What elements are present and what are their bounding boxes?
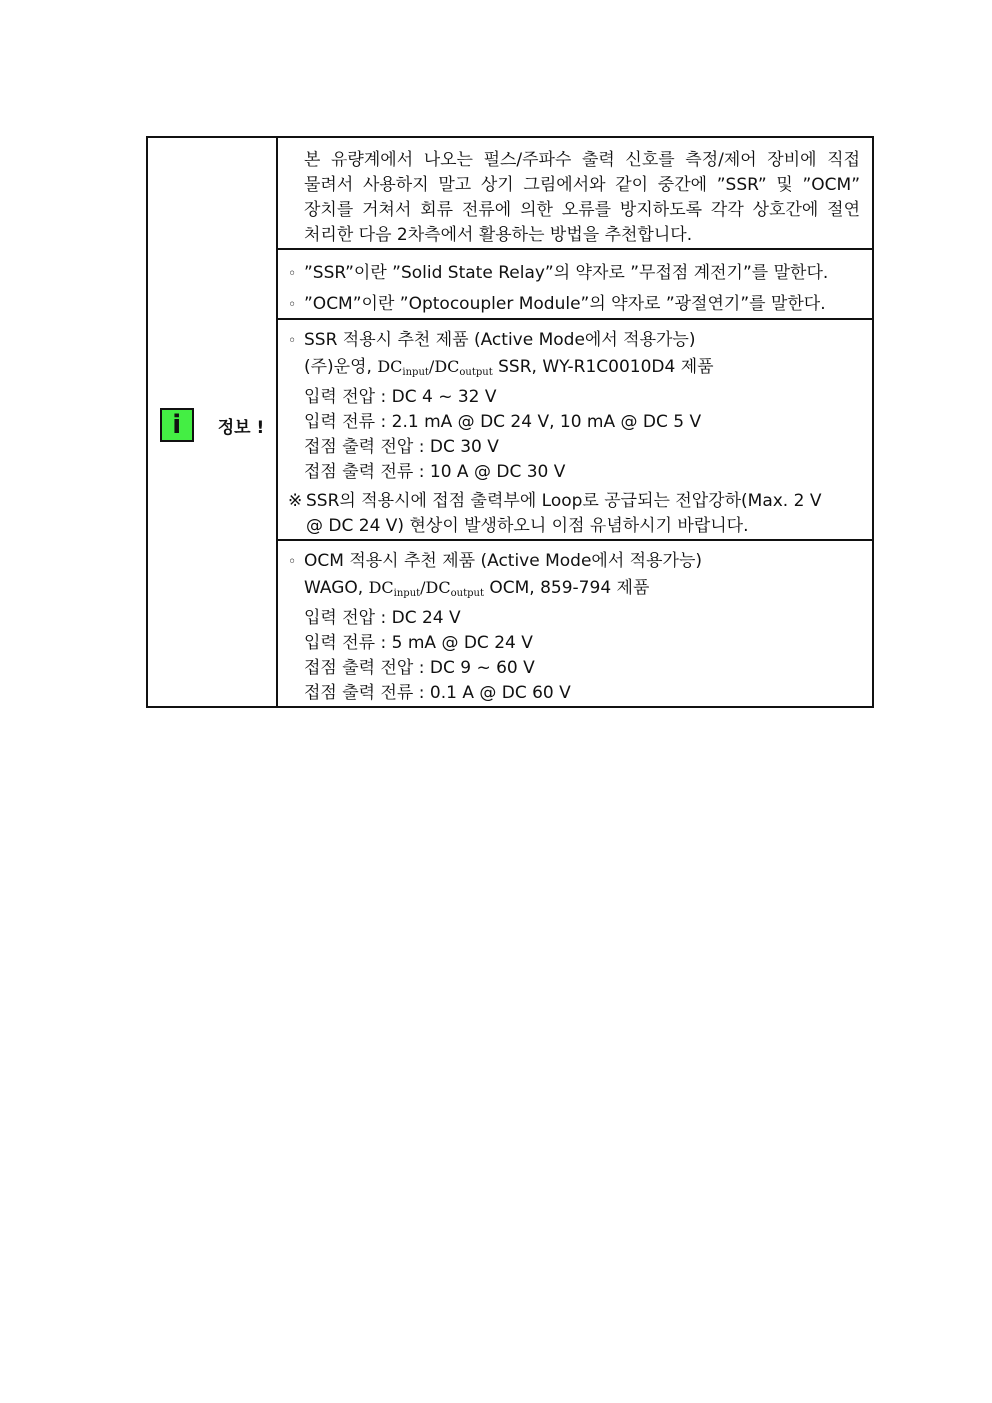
ssr-note-text: SSR의 적용시에 접점 출력부에 Loop로 공급되는 전압강하(Max. 2 V [306,491,822,511]
ocm-product: OCM, 859-794 제품 [489,578,650,598]
info-label-cell [148,138,278,706]
ssr-note-line [288,489,860,514]
note-mark: ※ [288,491,303,511]
ocm-heading [288,549,860,575]
ocm-spec: 입력 전류 : 5 mA @ DC 24 V [304,633,533,653]
definition-text: ”SSR”이란 ”Solid State Relay”의 약자로 ”무접점 계전기”를 말한다. [304,263,829,283]
ocm-heading-text: OCM 적용시 추천 제품 (Active Mode에서 적용가능) [304,551,702,571]
dc-slash: / [420,578,426,597]
dc-label: DC [368,578,394,597]
dc-label: DC [377,357,403,376]
dc-label: DC [434,357,460,376]
dc-input-sub: input [402,367,429,378]
intro-line: 처리한 다음 2차측에서 활용하는 방법을 추천합니다. [304,225,693,245]
bullet: ◦ [288,266,297,282]
ssr-spec: 접점 출력 전압 : DC 30 V [304,437,499,457]
bullet: ◦ [288,333,297,349]
ocm-maker: WAGO, [304,578,364,598]
ssr-product-line [288,354,860,385]
bullet: ◦ [288,297,297,313]
definition-item [288,289,860,320]
dc-output-sub: output [450,588,484,599]
info-icon: i [160,408,194,442]
intro-section [278,138,872,250]
ocm-section [278,541,872,706]
ssr-spec: 입력 전류 : 2.1 mA @ DC 24 V, 10 mA @ DC 5 V [304,412,702,432]
dc-label: DC [425,578,451,597]
bullet: ◦ [288,554,297,570]
intro-line: 장치를 거쳐서 회류 전류에 의한 오류를 방지하도록 각각 상호간에 절연 [304,200,860,220]
ssr-product: SSR, WY-R1C0010D4 제품 [498,357,714,377]
definition-text: ”OCM”이란 ”Optocoupler Module”의 약자로 ”광절연기”를 말한다. [304,294,826,314]
ssr-heading [288,328,860,354]
intro-line: 본 유량계에서 나오는 펄스/주파수 출력 신호를 측정/제어 장비에 직접 [304,150,860,170]
ssr-note [288,489,860,539]
ssr-heading-text: SSR 적용시 추천 제품 (Active Mode에서 적용가능) [304,330,696,350]
ssr-spec: 접점 출력 전류 : 10 A @ DC 30 V [304,462,566,482]
ocm-spec: 접점 출력 전압 : DC 9 ~ 60 V [304,658,535,678]
info-label: 정보 ! [217,417,265,438]
definitions-section [278,250,872,320]
definition-item [288,258,860,289]
info-content [278,138,872,706]
ocm-spec: 입력 전압 : DC 24 V [304,608,461,628]
ssr-section [278,320,872,541]
ssr-spec: 입력 전압 : DC 4 ~ 32 V [304,387,497,407]
info-table [146,136,874,708]
ssr-maker: (주)운영, [304,357,372,377]
ocm-spec: 접점 출력 전류 : 0.1 A @ DC 60 V [304,683,571,703]
ssr-note-line: @ DC 24 V) 현상이 발생하오니 이점 유념하시기 바랍니다. [306,516,749,536]
dc-output-sub: output [459,367,493,378]
intro-line: 물려서 사용하지 말고 상기 그림에서와 같이 중간에 ”SSR” 및 ”OCM” [304,175,860,195]
ocm-product-line [288,575,860,606]
dc-input-sub: input [393,588,421,599]
dc-slash: / [428,357,435,376]
